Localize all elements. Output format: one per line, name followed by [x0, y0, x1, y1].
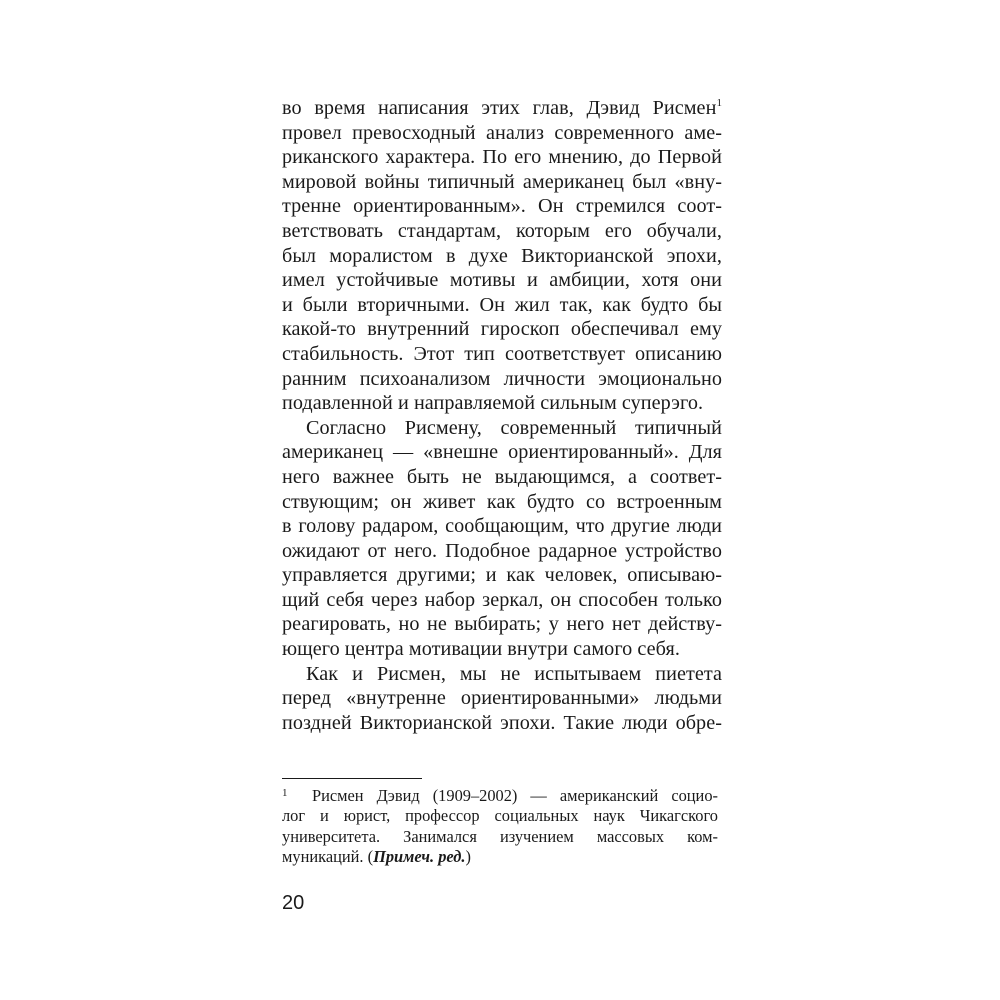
text-line: подавленной и направляемой сильным суперэго. [282, 392, 704, 415]
text-line: провел превосходный анализ современного аме- [282, 121, 722, 144]
text-line-content: во время написания этих глав, Дэвид Рисмен [282, 97, 717, 119]
text-line: имел устойчивые мотивы и амбиции, хотя они [282, 269, 722, 292]
text-line: поздней Викторианской эпохи. Такие люди обре- [282, 711, 722, 734]
footnote-line [282, 847, 718, 867]
footnote-line-content: муникаций. ( [282, 847, 374, 867]
text-line: щий себя через набор зеркал, он способен только [282, 588, 722, 611]
text-line: ранним психоанализом личности эмоционально [282, 367, 722, 390]
page-number: 20 [282, 892, 305, 914]
text-line: ющего центра мотивации внутри самого себя. [282, 638, 680, 661]
footnote-line: Рисмен Дэвид (1909–2002) — американский социо- [312, 786, 718, 805]
footnote-line: лог и юрист, профессор социальных наук Чикагского [282, 806, 718, 826]
footnote-line: университета. Занимался изучением массовых ком- [282, 826, 718, 846]
text-line: ожидают от него. Подобное радарное устройство [282, 539, 722, 562]
text-line: в голову радаром, сообщающим, что другие люди [282, 515, 722, 538]
text-line: ствующим; он живет как будто со встроенным [282, 490, 722, 513]
text-line: стабильность. Этот тип соответствует описанию [282, 342, 722, 365]
text-line: и были вторичными. Он жил так, как будто бы [282, 293, 722, 316]
editor-note-label: Примеч. ред. [373, 847, 466, 867]
text-line: Как и Рисмен, мы не испытываем пиетета [306, 662, 722, 685]
text-line: был моралистом в духе Викторианской эпохи, [282, 244, 722, 267]
text-line: перед «внутренне ориентированными» людьми [282, 687, 722, 710]
text-line [282, 96, 722, 121]
text-line: какой-то внутренний гироскоп обеспечивал ему [282, 318, 722, 341]
text-line: Согласно Рисмену, современный типичный [306, 416, 722, 439]
text-line: управляется другими; и как человек, описываю- [282, 564, 722, 587]
footnote-separator [282, 778, 422, 779]
text-line: ветствовать стандартам, которым его обучали, [282, 219, 722, 242]
footnote-reference: 1 [716, 97, 722, 109]
footnote-marker: 1 [282, 787, 288, 799]
text-line: американец — «внешне ориентированный». Для [282, 441, 722, 464]
footnote-close-paren: ) [465, 847, 471, 867]
text-line: мировой войны типичный американец был «вну- [282, 170, 722, 193]
body-text [282, 96, 722, 735]
text-line: реагировать, но не выбирать; у него нет действу- [282, 613, 722, 636]
text-line: риканского характера. По его мнению, до Первой [282, 146, 722, 169]
text-line: него важнее быть не выдающимся, а соответ- [282, 465, 722, 488]
footnote [282, 786, 718, 868]
text-line: тренне ориентированным». Он стремился соот- [282, 195, 722, 218]
